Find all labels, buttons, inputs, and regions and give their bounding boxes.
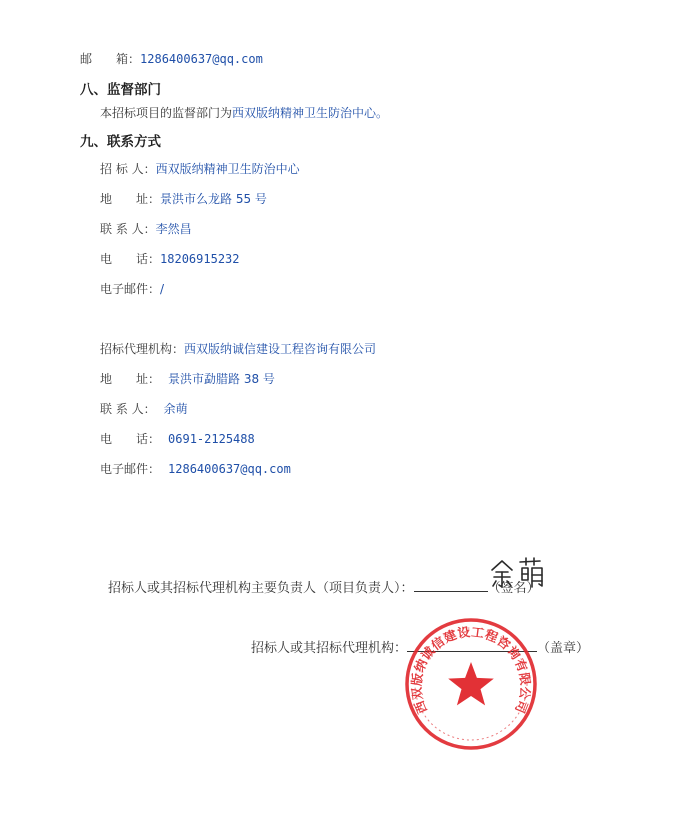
section-8-heading: 八、监督部门: [80, 82, 161, 98]
row-label: 地 址：: [100, 192, 161, 206]
seal-label: 招标人或其招标代理机构：: [251, 641, 408, 656]
email-value: 1286400637@qq.com: [140, 52, 263, 66]
tenderer-address-row: [100, 188, 267, 207]
row-value: 0691-2125488: [168, 432, 255, 446]
row-label: 电 话：: [100, 432, 161, 446]
agent-address-row: [100, 368, 275, 387]
signature-line-responsible: [108, 577, 540, 596]
row-value: 西双版纳诚信建设工程咨询有限公司: [184, 342, 377, 356]
row-value: 西双版纳精神卫生防治中心: [155, 162, 300, 176]
row-label: 电子邮件：: [100, 282, 161, 296]
email-label: 邮 箱：: [80, 52, 141, 66]
tenderer-row: [100, 158, 300, 177]
row-value: 景洪市么龙路 55 号: [160, 192, 267, 206]
signature-blank: [414, 577, 488, 592]
row-label: 电子邮件：: [100, 462, 161, 476]
company-seal: [403, 616, 539, 752]
email-row-top: [80, 48, 263, 67]
row-label: 联 系 人：: [100, 402, 156, 416]
row-value: 李然昌: [155, 222, 192, 236]
agent-contact-row: [100, 398, 188, 417]
agent-phone-row: [100, 428, 255, 447]
row-value: 余萌: [163, 402, 188, 416]
row-label: 地 址：: [100, 372, 161, 386]
tenderer-phone-row: [100, 248, 240, 267]
row-label: 招标代理机构：: [100, 342, 185, 356]
tenderer-email-row: [100, 278, 164, 297]
agent-email-row: [100, 458, 291, 477]
row-value: 景洪市勐腊路 38 号: [168, 372, 275, 386]
seal-suffix: （盖章）: [537, 641, 590, 656]
row-value: 18206915232: [160, 252, 240, 266]
handwritten-signature: [488, 556, 550, 592]
section-8-text: [100, 104, 388, 121]
section-9-heading: 九、联系方式: [80, 134, 161, 150]
signature-suffix: （签名）: [487, 581, 540, 596]
row-label: 招 标 人：: [100, 162, 156, 176]
seal-text: 西双版纳诚信建设工程咨询有限公司: [408, 624, 534, 716]
agent-row: [100, 338, 376, 357]
row-value: /: [160, 282, 165, 296]
tenderer-contact-row: [100, 218, 192, 237]
section-8-text-value: 西双版纳精神卫生防治中心。: [232, 106, 389, 120]
section-8-text-prefix: 本招标项目的监督部门为: [100, 106, 233, 120]
signature-label: 招标人或其招标代理机构主要负责人（项目负责人）：: [108, 581, 414, 596]
seal-star-icon: [448, 662, 494, 705]
row-label: 联 系 人：: [100, 222, 156, 236]
row-label: 电 话：: [100, 252, 161, 266]
row-value: 1286400637@qq.com: [168, 462, 291, 476]
